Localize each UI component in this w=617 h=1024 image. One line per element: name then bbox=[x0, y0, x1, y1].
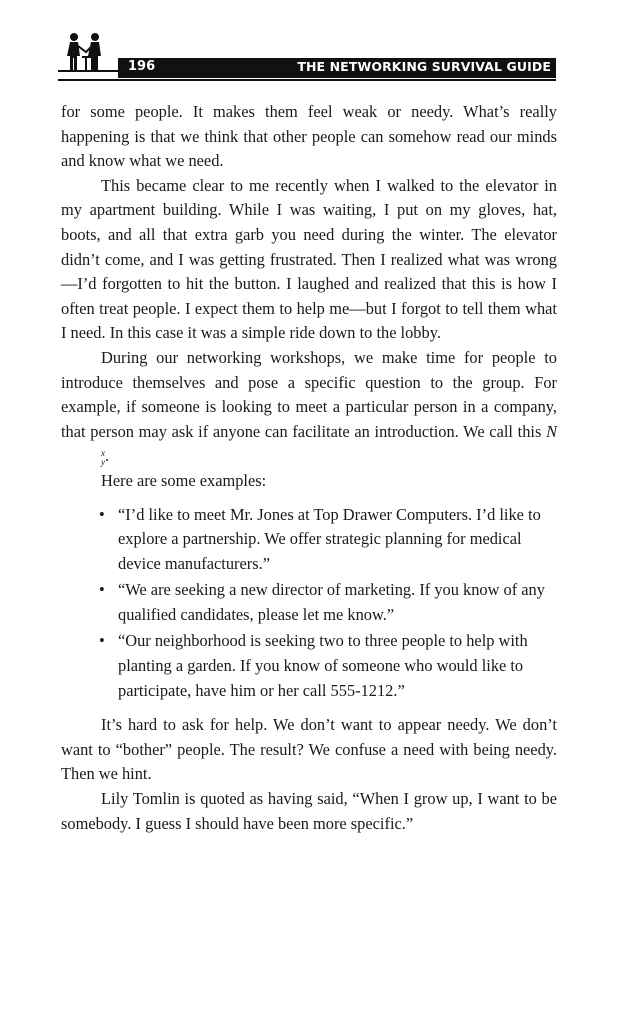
list-item: • “I’d like to meet Mr. Jones at Top Drawer Computers. I’d like to explore a partnership. We offer strategic planning for medical device manufacturers.” bbox=[118, 503, 557, 577]
paragraph-text: During our networking workshops, we make time for people to introduce themselves and pose a specific question to the group. For example, if someone is looking to meet a particular person in a company, that person may ask if anyone can facilitate an introduction. We call this bbox=[61, 347, 557, 441]
n-symbol: N bbox=[546, 421, 557, 441]
examples-list bbox=[61, 503, 557, 704]
list-item: • “We are seeking a new director of marketing. If you know of any qualified candidates, please let me know.” bbox=[118, 578, 557, 627]
running-header bbox=[118, 58, 556, 78]
fraction-denominator: y bbox=[101, 457, 105, 468]
paragraph: for some people. It makes them feel weak or needy. What’s really happening is that we think that other people can somehow read our minds and know what we need. bbox=[61, 102, 557, 171]
running-title: THE NETWORKING SURVIVAL GUIDE bbox=[297, 59, 551, 74]
fraction-xy bbox=[61, 449, 105, 467]
page-number: 196 bbox=[128, 59, 156, 74]
paragraph: Here are some examples: bbox=[101, 470, 267, 490]
paragraph: This became clear to me recently when I walked to the elevator in my apartment building. While I was waiting, I put on my gloves, hat, boots, and all that extra garb you need during the winter. The elevator didn’t come, and I was getting frustrated. Then I realized what was wrong—I’d forgotten to hit the button. I laughed and realized that this is how I often treat people. I expect them to help me—but I forgot to tell them what I need. In this case it was a simple ride down to the lobby. bbox=[61, 175, 557, 343]
paragraph bbox=[61, 346, 557, 469]
paragraph: Lily Tomlin is quoted as having said, “When I grow up, I want to be somebody. I guess I should have been more specific.” bbox=[61, 789, 557, 833]
handshake-figures-icon bbox=[58, 30, 118, 78]
body-text bbox=[61, 100, 557, 836]
period: . bbox=[105, 446, 110, 466]
paragraph: It’s hard to ask for help. We don’t want to appear needy. We don’t want to “bother” people. The result? We confuse a need with being needy. Then we hint. bbox=[61, 715, 557, 784]
fraction-numerator: x bbox=[101, 448, 105, 459]
list-item: • “Our neighborhood is seeking two to three people to help with planting a garden. If you know of someone who would like to participate, have him or her call 555-1212.” bbox=[118, 629, 557, 703]
